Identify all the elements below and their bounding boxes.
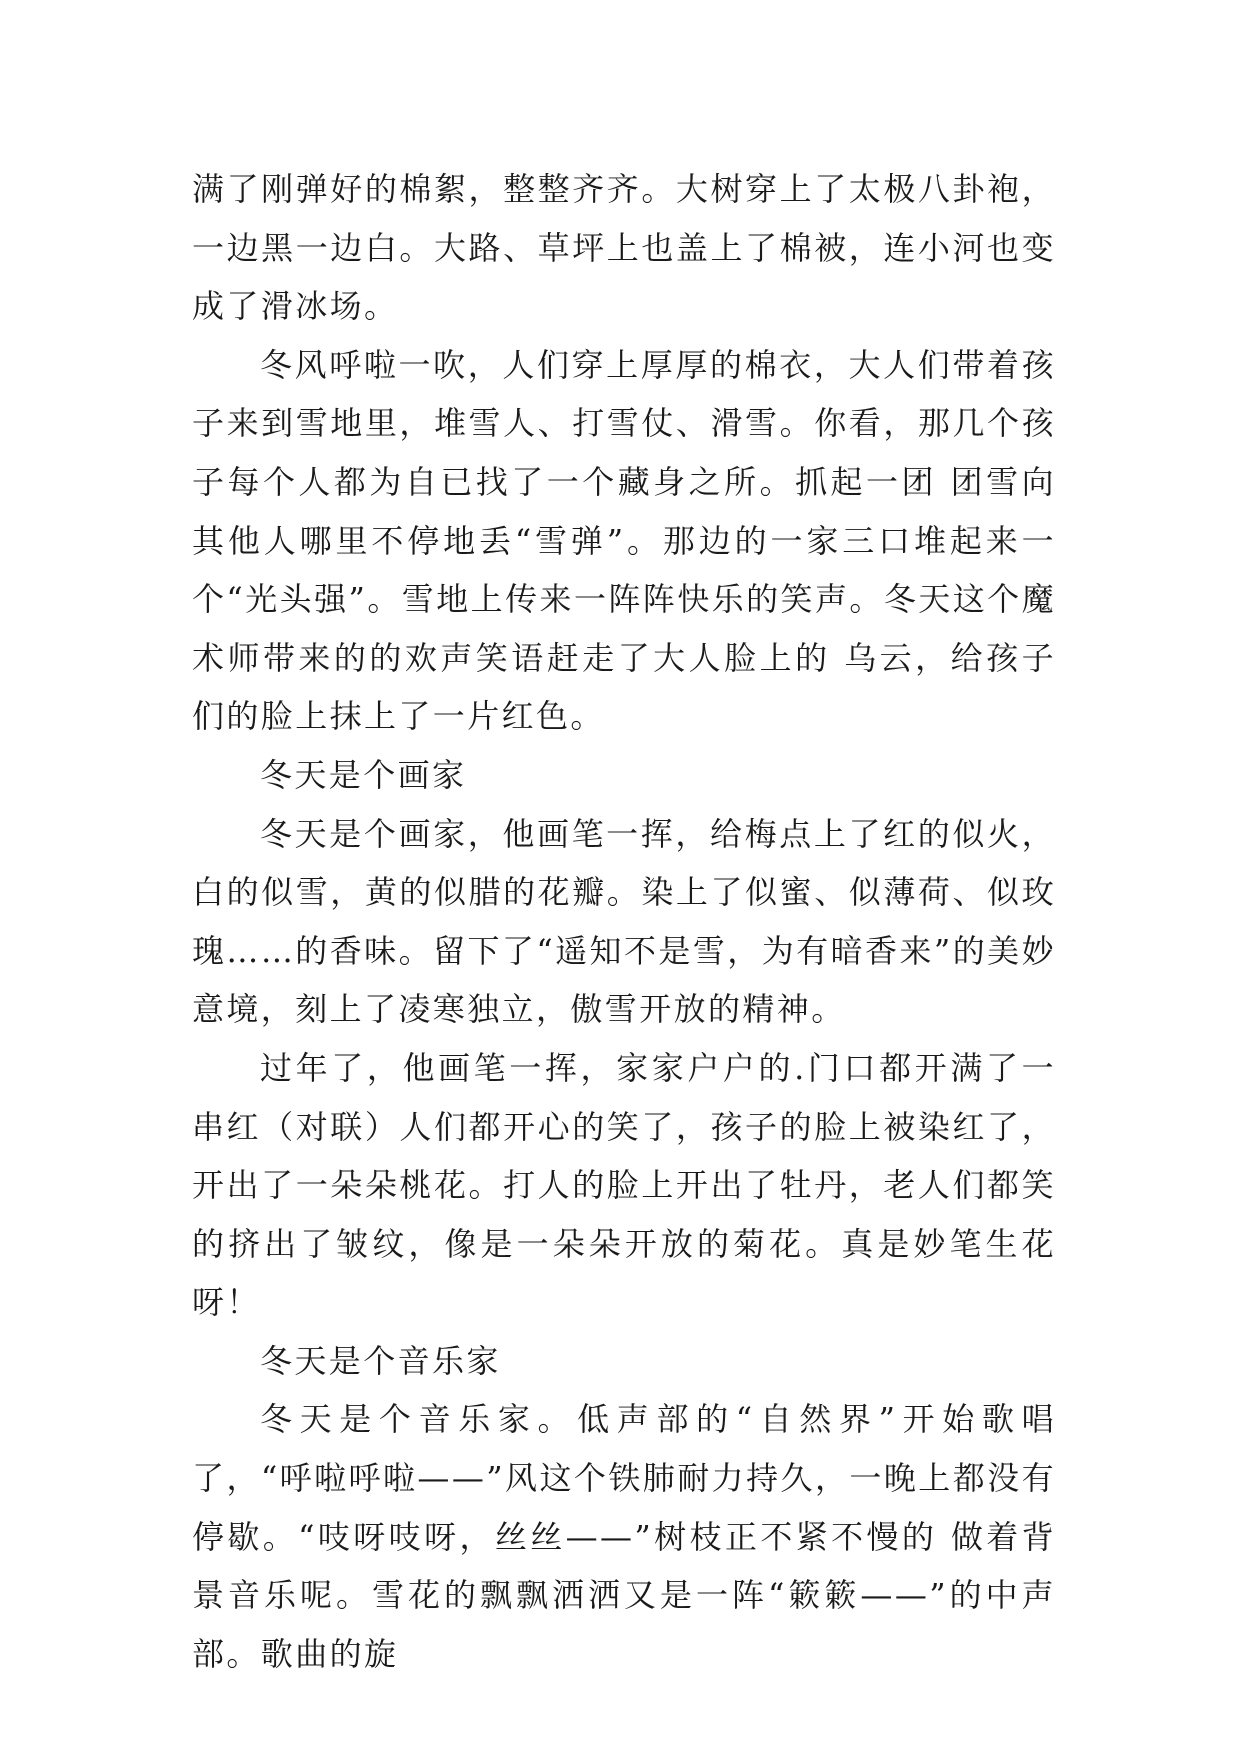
paragraph-painter-new-year: 过年了，他画笔一挥，家家户户的.门口都开满了一串红（对联）人们都开心的笑了，孩子的脸上被染红了，开出了一朵朵桃花。打人的脸上开出了牡丹，老人们都笑的挤出了皱纹，像是一朵朵开放的菊花。真是妙笔生花呀！ (192, 1048, 1056, 1322)
paragraph-snow-play: 冬风呼啦一吹，人们穿上厚厚的棉衣，大人们带着孩子来到雪地里，堆雪人、打雪仗、滑雪。你看，那几个孩子每个人都为自已找了一个藏身之所。抓起一团 团雪向其他人哪里不停地丢“雪弹”。那边的一家三口堆起来一个“光头强”。雪地上传来一阵阵快乐的笑声。冬天这个魔术师带来的的欢声笑语赶走了大人脸上的 乌云，给孩子们的脸上抹上了一片红色。 (192, 345, 1056, 736)
paragraph-musician: 冬天是个音乐家。低声部的“自然界”开始歌唱了，“呼啦呼啦——”风这个铁肺耐力持久，一晚上都没有停歇。“吱呀吱呀，丝丝——”树枝正不紧不慢的 做着背景音乐呢。雪花的飘飘洒洒又是一阵“簌簌——”的中声部。歌曲的旋 (192, 1400, 1056, 1673)
document-page (192, 160, 1056, 1683)
paragraph-continuation: 满了刚弹好的棉絮，整整齐齐。大树穿上了太极八卦袍，一边黑一边白。大路、草坪上也盖上了棉被，连小河也变成了滑冰场。 (192, 170, 1056, 326)
paragraph-painter-plum: 冬天是个画家，他画笔一挥，给梅点上了红的似火，白的似雪，黄的似腊的花瓣。染上了似蜜、似薄荷、似玫瑰……的香味。留下了“遥知不是雪，为有暗香来”的美妙意境，刻上了凌寒独立，傲雪开放的精神。 (192, 814, 1056, 1029)
section-heading-musician: 冬天是个音乐家 (260, 1341, 501, 1380)
section-heading-painter: 冬天是个画家 (260, 755, 467, 794)
